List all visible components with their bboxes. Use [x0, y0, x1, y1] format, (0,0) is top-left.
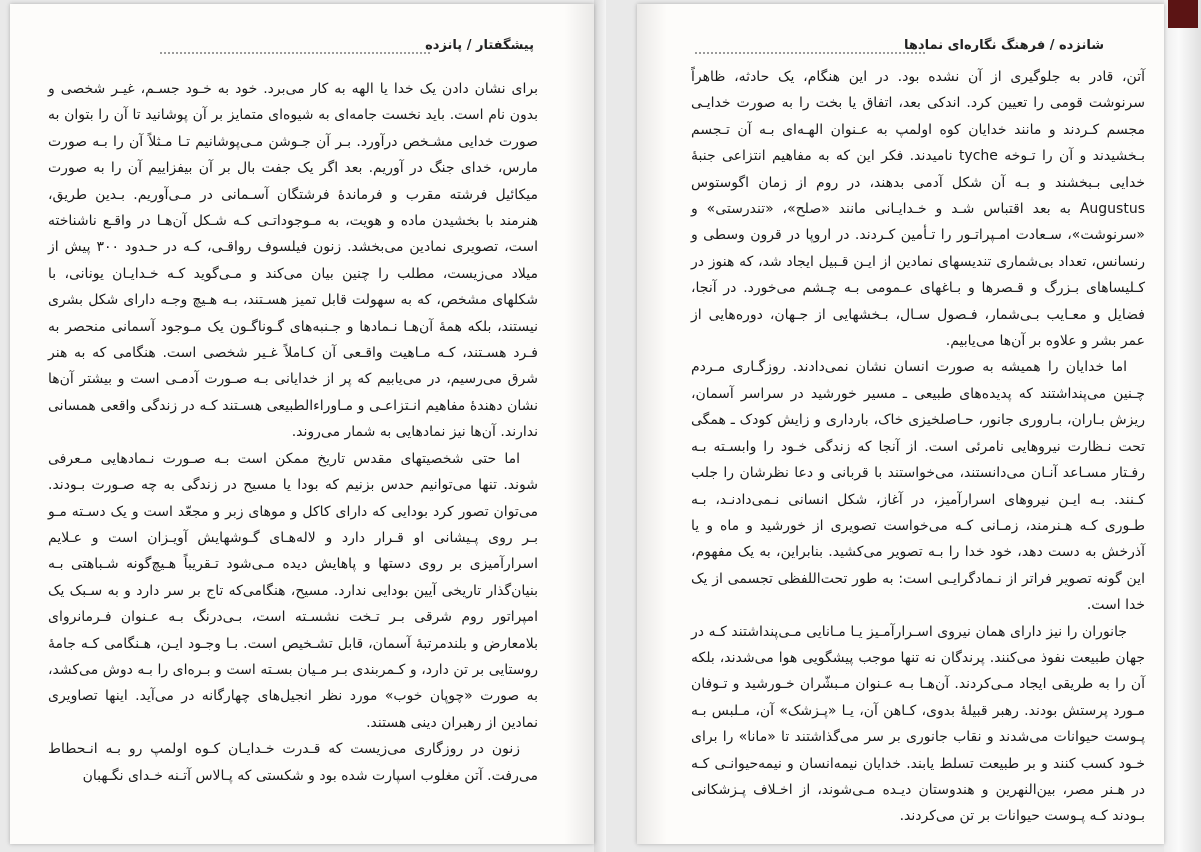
- header-rule: [695, 52, 925, 54]
- page-header: شانزده / فرهنگ نگاره‌ای نمادها: [904, 38, 1104, 53]
- gutter-shadow: [637, 4, 667, 844]
- page-header: پیشگفتار / پانزده: [425, 38, 534, 53]
- paragraph: جانوران را نیز دارای همان نیروی اسـرارآمـیز یـا مـانایی مـی‌پنداشتند کـه در جهان طبیعت نفوذ می‌کنند. پرندگان نه تنها موجب پیشگویی هوا می‌شدند، بلکه آن را به طریقی ایجاد مـی‌کردند. آن‌هـا بـه عـنوان مـبشّران خـورشید و تـوفان مـورد پرستش بودند. رهبر قبیلهٔ بدوی، کـاهن آن، یـا «پـزشک» آن، مـلبس بـه پـوست حیوانات می‌شدند و نقاب جانوری بر سر می‌گذاشتند تا «مانا» را برای خـود کسب کنند و بر طبیعت تسلط یابند. خدایان نیمه‌انسان و نیمه‌حیوانـی کـه در هـنر مصر، بین‌النهرین و هندوستان دیـده مـی‌شوند، از اخـلاف پـزشکانی بـودند کـه پـوست حیوانات بر تن می‌کردند.: [691, 623, 1145, 825]
- header-rule: [160, 52, 430, 54]
- right-page: [637, 4, 1164, 844]
- page-gutter-left: [594, 0, 606, 852]
- paragraph: اما خدایان را همیشه به صورت انسان نشان نمی‌دادند. روزگـاری مـردم چـنین می‌پنداشتند که پدیده‌های طبیعی ـ مسیر خورشید در سراسر آسمان، ریزش بـاران، بـاروری جانور، حـاصلخیزی خاک، بارداری و زایش کودک ـ همگی تحت نـظارت نیروهایی نامرئی است. از آنجا که زندگی خـود را وابسـته بـه رفـتار مسـاعد آنـان می‌دانستند، می‌خواستند با قربانی و دعا نظرشان را جلب کـنند. بـه ایـن نیروهای اسرارآمیز، در آغاز، شکل انسانی نـمی‌دادنـد، بـه طـوری کـه هـنرمند، زمـانی کـه می‌خواست تصویری از خورشید و ماه و یا آذرخش به دست دهد، خود خدا را بـه تصویر می‌کشید. بنابراین، به یک مفهوم، این گونه تصویر فراتر از نـمادگرایـی است: به طور تحت‌اللفظی تجسمی از یک خدا است.: [691, 359, 1145, 614]
- paragraph: آتن، قادر به جلوگیری از آن نشده بود. در این هنگام، یک حادثه، ظاهراً سرنوشت قومی را تعیین کرد. اندکی بعد، اتفاق یا بخت را به صورت خدایـی مجسم کـردند و مانند خدایان کوه اولمپ به عـنوان الهـه‌ای بـه آن تـجسم بـخشیدند و آن را تـوخه tyche نامیدند. فکر این که به مفاهیم انتزاعی جنبهٔ خدایی بـبخشند و بـه آن شکل آدمی بدهند، در روم از زمان اگوستوس Augustus به بعد اقتباس شـد و خـدایـانی مانند «صلح»، «تندرستی» و «سرنوشت»، سـعادت امـپراتـور را تـأمین کـردند. در اروپا در قرون وسطی و رنسانس، تعداد بی‌شماری تندیسهای نمادین از ایـن قـبیل ایجاد شد، که هنوز در کـلیساهای بـزرگ و قـصرها و بـاغهای عـمومی بـه چـشم می‌خورد. در آنجا، فضایل و معـایب بـی‌شمار، فـصول سـال، بـخشهایی از جـهان، دوره‌هایی از عمر بشر و علاوه بر آن‌ها می‌یابیم.: [691, 69, 1145, 350]
- page-body: [691, 64, 1145, 830]
- gutter-shadow: [564, 4, 594, 844]
- paragraph: زنون در روزگاری می‌زیست که قـدرت خـدایـان کـوه اولمپ رو بـه انـحطاط می‌رفت. آتن مغلوب اسپارت شده بود و شکستی که پـالاس آتـنه خـدای نگـهبان: [48, 741, 538, 784]
- left-page: [10, 4, 594, 844]
- paragraph: برای نشان دادن یک خدا یا الهه به کار می‌برد. خود به خـود جسـم، غیـر شخصی و بدون نام است. باید نخست جامه‌ای به شیوه‌ای متمایز بر آن پوشانید تا آن را بتوان به صورت خدایی مشـخص درآورد. بـر آن جـوشن مـی‌پوشانیم تـا مـثلاً آن را بـه صورت مارس، خدای جنگ در آوریم. بعد اگر یک جفت بال بر آن بیفزاییم آن را به صورت میکائیل فرشته مقرب و فرمانده‌ٔ فرشتگان آسـمانی در مـی‌آوریم. بـدین طریق، هنرمند با بخشیدن ماده و هویت، به مـوجوداتـی کـه شـکل آن‌هـا در واقـع ناشناخته است، تصویری نمادین می‌بخشد. زنون فیلسوف رواقـی، کـه در حـدود ۳۰۰ پیش از میلاد می‌زیست، مطلب را چنین بیان می‌کند و مـی‌گوید کـه خـدایـان یونانی، با شکلهای مشخص، که به سهولت قابل تمیز هسـتند، بـه هـیچ وجـه دارای شکل بشری نیستند، بلکه همهٔ آن‌هـا نـمادها و جـنبه‌های گـوناگـون یک مـوجود آسمانی منحصر به فـرد هسـتند، کـه مـاهیت واقـعی آن کـاملاً غـیر شخصی است. هنگامی که به هنر شرق می‌رسیم، در می‌یابیم که پر از خدایانی بـه صـورت آدمـی است و بیشتر آن‌ها نشان دهندهٔ مفاهیم انـتزاعـی و مـاوراءالطبیعی هسـتند کـه در زندگی واقعی همسانی ندارند. آن‌ها نیز نمادهایی به شمار می‌روند.: [48, 81, 538, 441]
- page-edge-right: [1164, 0, 1201, 852]
- book-cover-corner: [1168, 0, 1198, 28]
- paragraph: اما حتی شخصیتهای مقدس تاریخ ممکن است بـه صـورت نـمادهایی مـعرفی شوند. تنها می‌توانیم حدس بزنیم که بودا یا مسیح در زندگی به چه صـورت بـودند. می‌توان تصور کرد بودایی که دارای کاکل و موهای زبر و مجعّد است و یک دسـته مـو بـر روی پـیشانی او قـرار دارد و لاله‌هـای گـوشهایش آویـزان است و عـلایم اسرارآمیزی بر روی دستها و پاهایش دیده مـی‌شود تـقریباً هـیچ‌گونه شـباهتی بـه بنیان‌گذار تاریخی آیین بودایی ندارد. مسیح، هنگامی‌که تاج بر سر دارد و به سـبک یک امپراتور روم شرقی بـر تـخت نشسـته است، بـی‌درنگ بـه عـنوان فـرمانروای بلامعارض و بلندمرتبهٔ آسمان، قابل تشـخیص است. بـا وجـود ایـن، هـنگامی کـه جامهٔ روستایی بر تن دارد، و کـمربندی بـر مـیان بسـته است و بـره‌ای را بـه دوش می‌کشد، به صورت «چوپان خوب» مورد نظر انجیل‌های چهارگانه در می‌آید. اینها تصاویری نمادین از رهبران دینی هستند.: [48, 450, 538, 731]
- page-body: [48, 76, 538, 789]
